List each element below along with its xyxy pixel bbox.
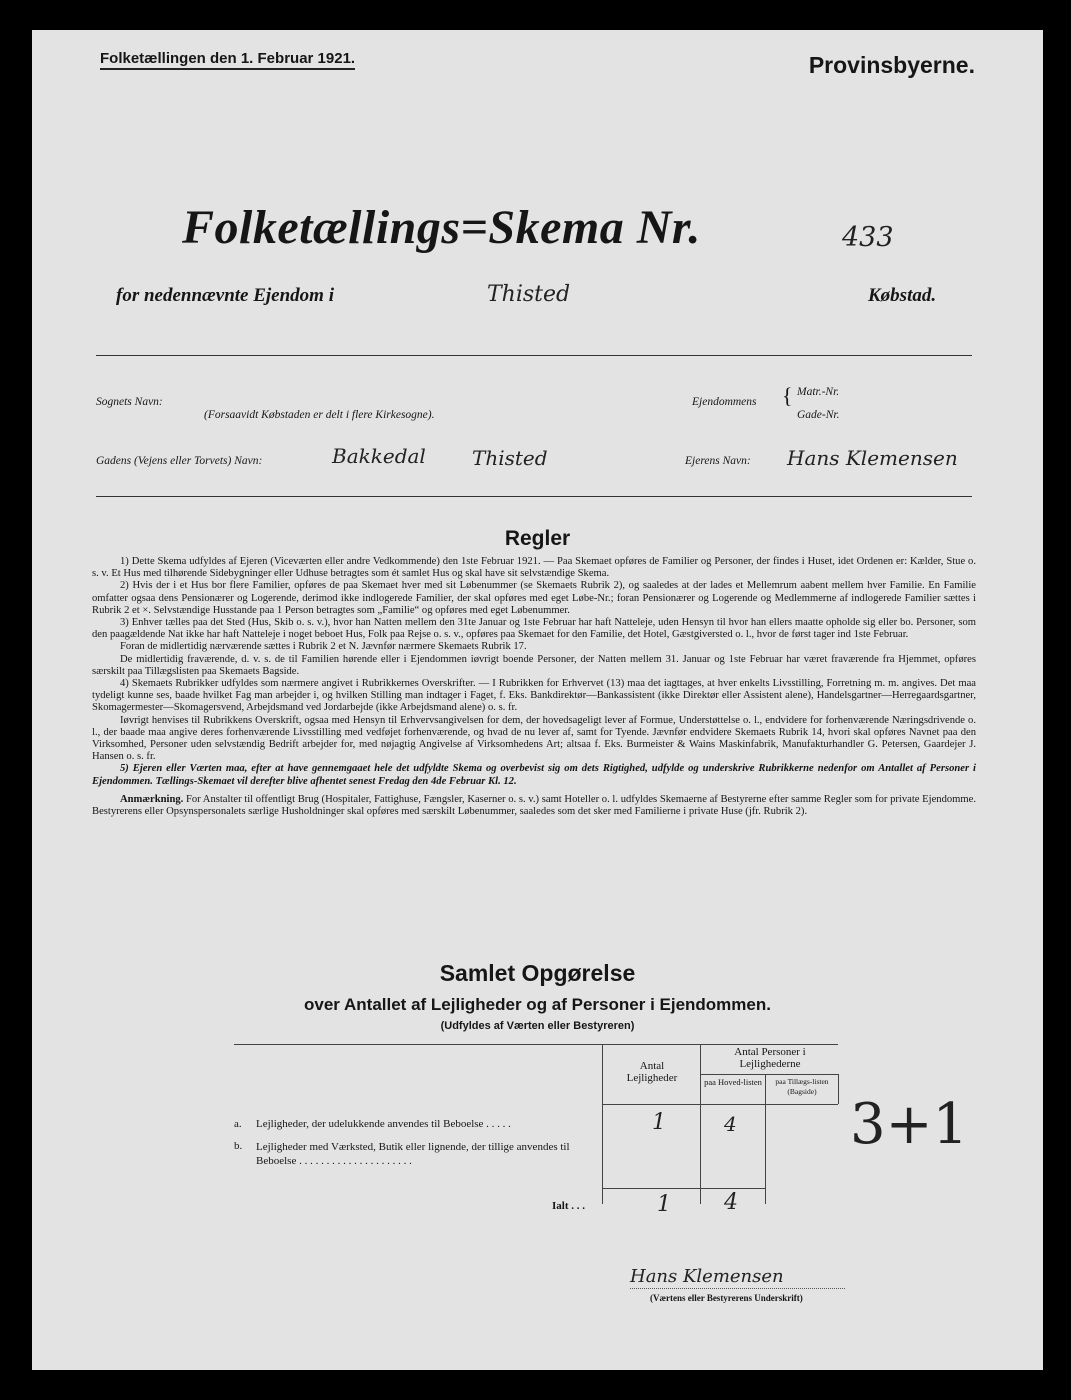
rule-note-label: Anmærkning. bbox=[120, 793, 184, 805]
rule-4: 4) Skemaets Rubrikker udfyldes som nærmere angivet i Rubrikkernes Overskrifter. — I Rubrikken for Erhvervet (13) maa det iagttages, at hver enkelts Livsstilling, Forretning m. m. angives. Det maa tydeligt kunne ses, baade hvilket Fag man arbejder i, og hvilken Stilling man indtager i Faget, f. Eks. Bankdirektør—Bankassistent (ikke Direktør eller Assistent alene), Handelsgartner—Herregaardsgartner, Skomagermester—Skomagersvend, Arbejdsmand ved Jordarbejde (ikke Arbejdsmand alene) o. s. fr. bbox=[92, 678, 976, 714]
rule-1: 1) Dette Skema udfyldes af Ejeren (Viceværten eller andre Vedkommende) den 1ste Februar 1921. — Paa Skemaet opføres de Familier og Personer, der findes i Huset, idet Ordenen er: Kælder, Stue o. s. v. Et Hus med tilhørende Sidebygninger eller Udhuse betragtes som ét samlet Hus og skal have sit selvstændige Skema. bbox=[92, 556, 976, 580]
row-a-persons: 4 bbox=[724, 1112, 737, 1136]
rules-heading: Regler bbox=[504, 527, 571, 550]
form-number: 433 bbox=[842, 222, 894, 253]
owner-label: Ejerens Navn: bbox=[685, 455, 751, 467]
matr-label: Matr.-Nr. bbox=[797, 386, 840, 398]
signature-line bbox=[630, 1288, 845, 1289]
street-value-2: Thisted bbox=[472, 446, 548, 470]
summary-note: (Udfyldes af Værten eller Bestyreren) bbox=[440, 1020, 635, 1032]
rule-3c: De midlertidig fraværende, d. v. s. de til Familien hørende eller i Ejendommen iøvrigt boende Personer, der Natten mellem 31. Januar og 1ste Februar har været fraværende fra Hjemmet, opføres særskilt paa Tillægslisten paa Skemaets Bagside. bbox=[92, 653, 976, 677]
owner-value: Hans Klemensen bbox=[787, 446, 958, 470]
table-header-line bbox=[602, 1104, 838, 1105]
col-apartments-header: Antal Lejligheder bbox=[626, 1060, 678, 1084]
subtitle-suffix: Købstad. bbox=[868, 285, 937, 306]
total-apartments: 1 bbox=[657, 1192, 671, 1217]
row-a-apartments: 1 bbox=[652, 1110, 666, 1135]
total-persons: 4 bbox=[724, 1190, 738, 1215]
col-persons-header: Antal Personer i Lejlighederne bbox=[734, 1046, 806, 1070]
summary-title: Samlet Opgørelse bbox=[439, 960, 636, 986]
town-name: Thisted bbox=[487, 282, 571, 307]
signature-label: (Værtens eller Bestyrerens Underskrift) bbox=[650, 1293, 803, 1303]
table-col-line-4 bbox=[838, 1074, 839, 1104]
row-b-label: Lejligheder med Værksted, Butik eller lignende, der tillige anvendes til Beboelse . . . . . . . . . . . . . . . . . . . . . bbox=[256, 1141, 570, 1167]
parish-label: Sognets Navn: bbox=[96, 396, 163, 408]
brace-symbol: { bbox=[782, 383, 793, 408]
row-a-letter: a. bbox=[234, 1118, 242, 1130]
row-b-letter: b. bbox=[234, 1140, 243, 1152]
col-main-list-header: paa Hoved-listen bbox=[704, 1077, 762, 1087]
table-col-line-2 bbox=[700, 1044, 701, 1204]
rule-note-text: For Anstalter til offentligt Brug (Hospitaler, Fattighuse, Fængsler, Kaserner o. s. v.) samt Hoteller o. l. udfyldes Skemaerne af Bestyrerne efter samme Regler som for private Ejendomme. Bestyrerens eller Opsynspersonalets særlige Husholdninger skal opføres med særskilt Løbenummer, saaledes som det sker med Familierne i private Huse (jfr. Rubrik 2). bbox=[92, 793, 976, 818]
parish-note: (Forsaavidt Købstaden er delt i flere Kirkesogne). bbox=[204, 409, 435, 421]
summary-subtitle: over Antallet af Lejligheder og af Personer i Ejendommen. bbox=[304, 995, 771, 1014]
census-form-sheet bbox=[32, 30, 1043, 1370]
table-top-line bbox=[234, 1044, 838, 1045]
census-date-header: Folketællingen den 1. Februar 1921. bbox=[100, 50, 355, 70]
form-title bbox=[182, 200, 701, 255]
rule-4b: Iøvrigt henvises til Rubrikkens Overskrift, ogsaa med Hensyn til Erhvervsangivelsen for dem, der hovedsageligt lever af Formue, Understøttelse o. l., endvidere for forhenværende Næringsdrivende o. l., der baade maa angive deres forhenværende Livsstilling med vedføjet forhenværende, og hvad de nu lever af, samt for Tyende. Jævnfør endvidere Skemaets Rubrik 14, hvori skal opføres Navnet paa den Virksomhed, Personer uden selvstændig Bedrift arbejder for, med nøjagtig Angivelse af Virksomhedens Art; altsaa f. Eks. Burmeister & Wains Maskinfabrik, Manufakturhandler G. Petersen, Gaardejer J. Hansen o. s. fr. bbox=[92, 714, 976, 763]
street-label: Gadens (Vejens eller Torvets) Navn: bbox=[96, 455, 263, 467]
rules-body bbox=[92, 556, 976, 818]
street-value: Bakkedal bbox=[332, 444, 426, 468]
gade-label: Gade-Nr. bbox=[797, 409, 840, 421]
table-total-line bbox=[602, 1188, 766, 1189]
row-a-label: Lejligheder, der udelukkende anvendes til Beboelse . . . . . bbox=[256, 1118, 511, 1130]
signature: Hans Klemensen bbox=[630, 1266, 784, 1287]
subtitle-prefix: for nedennævnte Ejendom i bbox=[116, 285, 334, 306]
category-header: Provinsbyerne. bbox=[808, 52, 975, 78]
rule-note bbox=[92, 794, 976, 818]
property-label: Ejendommens bbox=[692, 396, 757, 408]
col-supplement-header: paa Tillægs-listen (Bagside) bbox=[775, 1077, 829, 1096]
top-divider bbox=[96, 355, 972, 356]
rule-5: 5) Ejeren eller Værten maa, efter at have gennemgaaet hele det udfyldte Skema og overbevist sig om dets Rigtighed, udfylde og underskrive Rubrikkerne nedenfor om Antallet af Personer i Ejendommen. Tællings-Skemaet vil derefter blive afhentet senest Fredag den 4de Februar Kl. 12. bbox=[92, 763, 976, 787]
rule-2: 2) Hvis der i et Hus bor flere Familier, opføres de paa Skemaet hver med sit Løbenummer (se Skemaets Rubrik 2), og saaledes at der lades et Mellemrum aabent mellem hver Familie. En Familie omfatter ogsaa dens Pensionærer og Logerende, derimod ikke indlogerede Familier, der skal opføres med eget Løbe-Nr.; foran Pensionærer og Logerende og Medlemmerne af indlogerede Familier sættes i Rubrik 2 et ×. Selvstændige Husstande paa 1 Person betragtes som „Familie“ og opføres med eget Løbenummer. bbox=[92, 580, 976, 616]
rule-3b: Foran de midlertidig nærværende sættes i Rubrik 2 et N. Jævnfør nærmere Skemaets Rubrik 17. bbox=[120, 641, 527, 653]
form-title-text: Folketællings=Skema Nr. bbox=[182, 201, 701, 254]
table-sub-line bbox=[700, 1074, 838, 1075]
rule-3: 3) Enhver tælles paa det Sted (Hus, Skib o. s. v.), hvor han Natten mellem den 31te Januar og 1ste Februar har haft Natteleje, uden Hensyn til hvor han ellers maatte opholde sig eller bo. Personer, som den paagældende Nat ikke har haft Natteleje i noget beboet Hus, Folk paa Rejse o. s. v., opføres paa Skemaet for den Familie, det Hotel, Gæstgiversted o. l., hvor de først tager ind 1ste Februar. bbox=[92, 617, 976, 641]
total-label: Ialt . . . bbox=[552, 1200, 585, 1212]
fields-divider bbox=[96, 496, 972, 497]
table-col-line-1 bbox=[602, 1044, 603, 1204]
table-col-line-3 bbox=[765, 1074, 766, 1204]
margin-note: 3+1 bbox=[850, 1092, 969, 1157]
